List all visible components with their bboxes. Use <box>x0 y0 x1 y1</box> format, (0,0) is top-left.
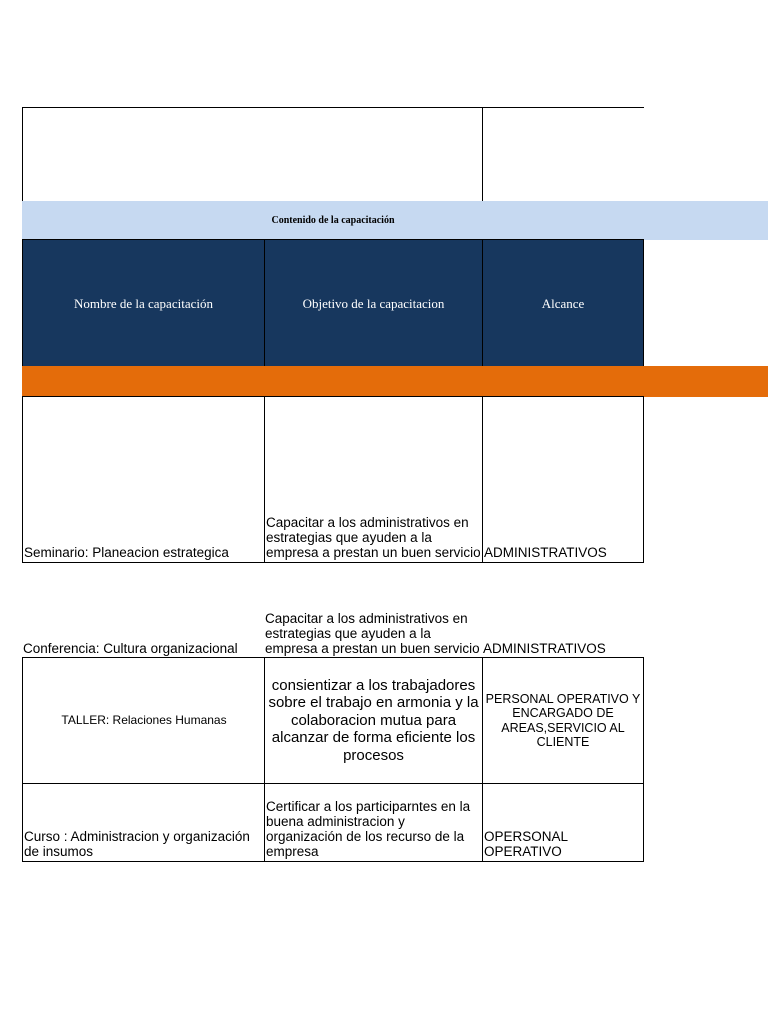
top-empty-cell-right <box>482 107 644 202</box>
top-empty-cell-left <box>22 107 483 202</box>
section-title: Contenido de la capacitación <box>271 215 395 226</box>
row1-objective: Capacitar a los administrativos en estrategias que ayuden a la empresa a prestan un buen servicio <box>264 396 483 563</box>
row4-name: Curso : Administracion y organización de insumos <box>22 783 265 862</box>
row3-scope: PERSONAL OPERATIVO Y ENCARGADO DE AREAS,SERVICIO AL CLIENTE <box>482 657 644 784</box>
row3-name: TALLER: Relaciones Humanas <box>22 657 265 784</box>
row2-objective: Capacitar a los administrativos en estrategias que ayuden a la empresa a prestan un buen servicio <box>265 611 480 656</box>
row1-name: Seminario: Planeacion estrategica <box>22 396 265 563</box>
row4-objective: Certificar a los participarntes en la buena administracion y organización de los recurso de la empresa <box>264 783 483 862</box>
row1-scope: ADMINISTRATIVOS <box>482 396 644 563</box>
header-objective: Objetivo de la capacitacion <box>264 239 483 367</box>
header-scope: Alcance <box>482 239 644 367</box>
orange-divider-band <box>22 366 768 397</box>
row4-scope: OPERSONAL OPERATIVO <box>482 783 644 862</box>
row3-objective: consientizar a los trabajadores sobre el trabajo en armonia y la colaboracion mutua para alcanzar de forma eficiente los procesos <box>264 657 483 784</box>
header-name: Nombre de la capacitación <box>22 239 265 367</box>
row2-name: Conferencia: Cultura organizacional <box>23 641 238 656</box>
row2-scope: ADMINISTRATIVOS <box>483 641 606 656</box>
